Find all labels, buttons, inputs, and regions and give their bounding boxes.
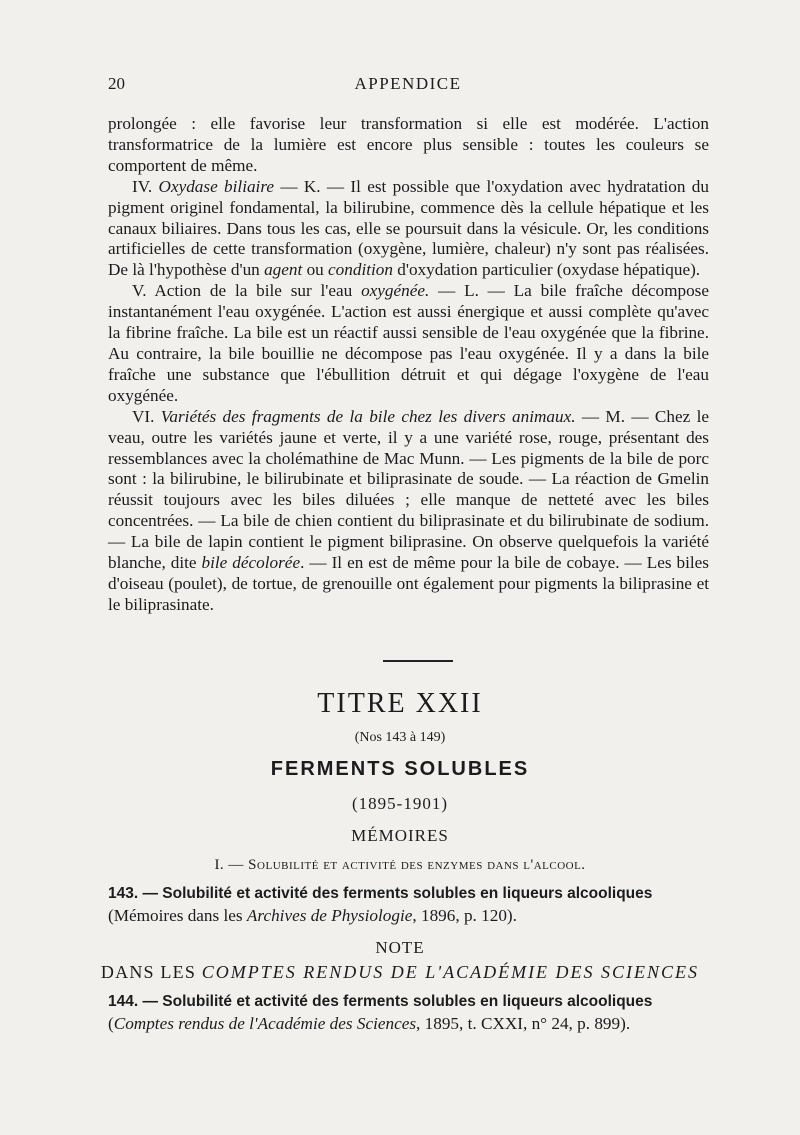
paragraph-text: V. Action de la bile sur l'eau: [132, 281, 362, 301]
paragraph-number: VI.: [132, 406, 155, 426]
entry-ref: (Mémoires dans les: [108, 906, 247, 925]
paragraph-oxydase: [108, 177, 709, 282]
entry-number: 144.: [108, 993, 139, 1010]
paragraph-varietes: [108, 407, 709, 616]
paragraph-text: d'oxydation particulier (oxydase hépatique).: [392, 260, 701, 280]
page-number: 20: [108, 74, 125, 93]
entry-journal: Archives de Physiologie: [246, 906, 413, 925]
paragraph-continuation: prolongée : elle favorise leur transformation si elle est modérée. L'action transformatrice de la lumière est encore plus sensible : toutes les couleurs se comportent de même.: [108, 114, 709, 175]
chapter-heading: FERMENTS SOLUBLES: [270, 758, 530, 780]
paragraph-text: ou: [302, 260, 329, 280]
paragraph-text: — K. — Il est possible que l'oxydation avec hydratation du pigment originel fondamental, la bilirubine, commence dès la cellule hépatique et les canaux biliaires. Dans tous les cas, elle se poursuit dans la vésicule. Or, les conditions artificielles de cette transformation (oxygène, lumière, chaleur) n'y sont pas réalisées. De là l'hypothèse d'un: [108, 176, 709, 280]
memoires-heading: MÉMOIRES: [351, 826, 449, 845]
dans-les: DANS LES: [100, 962, 202, 982]
italic-term: bile décolorée: [201, 553, 301, 573]
running-title: APPENDICE: [354, 74, 462, 93]
entry-143: [108, 882, 718, 927]
entry-number: 143.: [108, 885, 139, 902]
chapter-dates: (1895-1901): [352, 794, 448, 813]
paragraph-number: IV.: [132, 176, 153, 196]
section-heading: I. — Solubilité et activité des enzymes dans l'alcool.: [214, 857, 586, 873]
note-heading: NOTE: [375, 938, 425, 957]
entry-ref: , 1895, t. CXXI, n° 24, p. 899).: [416, 1014, 631, 1033]
italic-term: oxygénée.: [361, 281, 430, 301]
italic-term: agent: [264, 260, 303, 280]
note-subheading: [0, 962, 800, 983]
entry-ref: (: [108, 1014, 114, 1033]
paragraph-text: . — Il en est de même pour la bile de cobaye. — Les biles d'oiseau (poulet), de tortue, de grenouille ont également pour pigments la biliprasine et le biliprasinate.: [108, 553, 709, 614]
entry-journal: Comptes rendus de l'Académie des Sciences: [113, 1014, 417, 1033]
entry-title: — Solubilité et activité des ferments solubles en liqueurs alcooliques: [138, 885, 653, 902]
chapter-numbers: (Nos 143 à 149): [354, 730, 446, 745]
paragraph-text: — M. — Chez le veau, outre les variétés jaune et verte, il y a une variété rose, rouge, présentant des ressemblances avec la cholémathine de Mac Munn. — Les pigments de la bile de porc sont : la bilirubine, le bilirubinate et biliprasinate de soude. — La réaction de Gmelin réussit toujours avec les biles diluées ; elle manque de netteté avec les biles concentrées. — La bile de chien contient du biliprasinate et du bilirubinate de sodium. — La bile de lapin contient le pigment biliprasine. On observe quelquefois la variété blanche, dite: [108, 406, 709, 573]
body-text: [108, 114, 709, 616]
page-header: [108, 74, 708, 100]
chapter-title: TITRE XXII: [317, 688, 483, 719]
section-divider: [383, 660, 453, 662]
entry-144: [108, 990, 718, 1035]
paragraph-action-bile: [108, 281, 709, 406]
paragraph-text: — L. — La bile fraîche décompose instantanément l'eau oxygénée. L'action est aussi énergique et aussi complète qu'avec la fibrine fraîche. La bile est un réactif aussi sensible de l'eau oxygénée que la fibrine. Au contraire, la bile bouillie ne décompose pas l'eau oxygénée. Il y a dans la bile fraîche une substance que l'ébullition détruit et qui dégage l'oxygène de l'eau oxygénée.: [108, 281, 709, 405]
comptes-rendus-title: COMPTES RENDUS DE L'ACADÉMIE DES SCIENCES: [201, 962, 700, 982]
entry-ref: , 1896, p. 120).: [412, 906, 517, 925]
paragraph-title: Variétés des fragments de la bile chez les divers animaux.: [160, 406, 576, 426]
italic-term: condition: [328, 260, 393, 280]
paragraph-title: Oxydase biliaire: [158, 176, 275, 196]
entry-title: — Solubilité et activité des ferments solubles en liqueurs alcooliques: [138, 993, 653, 1010]
